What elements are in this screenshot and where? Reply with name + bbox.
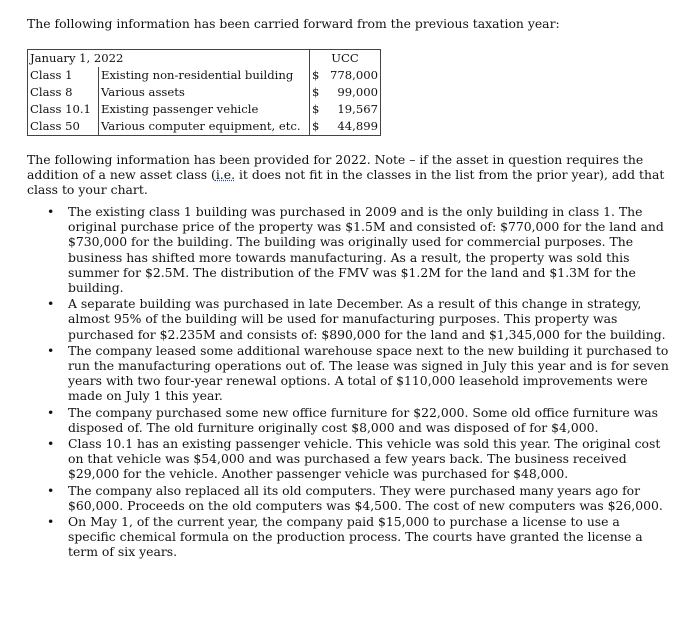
ucc-header-ucc: UCC bbox=[310, 50, 381, 68]
bullet-icon: • bbox=[47, 296, 55, 312]
bullet-icon: • bbox=[47, 404, 55, 420]
list-item-text: The company leased some additional warehouse space next to the new building it purchased to run the manufacturing operations out of. The lease was signed in July this year and is for seven years with two four-year renewal options. A total of $110,000 leasehold improvements were made on July 1 this year. bbox=[68, 342, 669, 404]
ucc-table-header bbox=[28, 50, 381, 68]
ucc-description: Existing non-residential building bbox=[99, 67, 310, 84]
ucc-amount-cell bbox=[310, 118, 381, 136]
ucc-header-date: January 1, 2022 bbox=[28, 50, 310, 68]
facts-list bbox=[27, 204, 669, 561]
table-row bbox=[28, 84, 381, 101]
para-before: The following information has been provided for 2022. Note – if the asset in question requires the addition of a new asset class ( bbox=[27, 152, 644, 183]
ucc-currency: $ bbox=[312, 119, 320, 133]
list-item bbox=[27, 436, 669, 482]
ucc-description: Various computer equipment, etc. bbox=[99, 118, 310, 136]
para-after: it does not fit in the classes in the list from the prior year), add that class to your chart. bbox=[27, 167, 665, 198]
ucc-description: Various assets bbox=[99, 84, 310, 101]
list-item-text: The company also replaced all its old computers. They were purchased many years ago for $60,000. Proceeds on the old computers was $4,500. The cost of new computers was $26,000. bbox=[68, 482, 663, 513]
table-row bbox=[28, 118, 381, 136]
bullet-icon: • bbox=[47, 514, 55, 530]
ucc-amount-cell bbox=[310, 84, 381, 101]
ucc-amount: 99,000 bbox=[337, 85, 378, 99]
ucc-amount: 44,899 bbox=[337, 119, 378, 133]
list-item bbox=[27, 405, 669, 435]
intro-text: The following information has been carried forward from the previous taxation year: bbox=[27, 16, 560, 31]
list-item bbox=[27, 343, 669, 404]
table-row bbox=[28, 101, 381, 118]
ucc-class: Class 1 bbox=[28, 67, 99, 84]
para-ie: i.e. bbox=[215, 167, 236, 183]
list-item bbox=[27, 514, 669, 560]
list-item-text: Class 10.1 has an existing passenger vehicle. This vehicle was sold this year. The original cost on that vehicle was $54,000 and was purchased a few years back. The business received $29,000 for the vehicle. Another passenger vehicle was purchased for $48,000. bbox=[68, 436, 661, 482]
ucc-class: Class 50 bbox=[28, 118, 99, 136]
ucc-amount-cell bbox=[310, 101, 381, 118]
list-item-text: On May 1, of the current year, the company paid $15,000 to purchase a license to use a specific chemical formula on the production process. The courts have granted the license a term of six years. bbox=[68, 514, 643, 560]
ucc-class: Class 8 bbox=[28, 84, 99, 101]
ucc-class: Class 10.1 bbox=[28, 101, 99, 118]
bullet-icon: • bbox=[47, 436, 55, 452]
ucc-amount: 19,567 bbox=[337, 102, 378, 116]
ucc-description: Existing passenger vehicle bbox=[99, 101, 310, 118]
ucc-amount: 778,000 bbox=[330, 68, 378, 82]
list-item bbox=[27, 204, 669, 295]
list-item-text: A separate building was purchased in late December. As a result of this change in strategy, almost 95% of the building will be used for manufacturing purposes. This property was purchased for $2.235M and consists of: $890,000 for the land and $1,345,000 for the building. bbox=[68, 296, 666, 342]
ucc-currency: $ bbox=[312, 68, 320, 82]
list-item-text: The company purchased some new office furniture for $22,000. Some old office furniture was disposed of. The old furniture originally cost $8,000 and was disposed of for $4,000. bbox=[68, 404, 658, 435]
ucc-currency: $ bbox=[312, 102, 320, 116]
list-item-text: The existing class 1 building was purchased in 2009 and is the only building in class 1. The original purchase price of the property was $1.5M and consisted of: $770,000 for the land and $730,000 for the building. The building was originally used for commercial purposes. The business has shifted more towards manufacturing. As a result, the property was sold this summer for $2.5M. The distribution of the FMV was $1.2M for the land and $1.3M for the building. bbox=[68, 204, 664, 296]
list-item bbox=[27, 483, 669, 513]
list-item bbox=[27, 296, 669, 342]
ucc-amount-cell bbox=[310, 67, 381, 84]
bullet-icon: • bbox=[47, 204, 55, 219]
table-row bbox=[28, 67, 381, 84]
instructions-paragraph bbox=[27, 152, 667, 198]
ucc-table bbox=[27, 49, 381, 136]
bullet-icon: • bbox=[47, 342, 55, 358]
bullet-icon: • bbox=[47, 482, 55, 498]
ucc-currency: $ bbox=[312, 85, 320, 99]
